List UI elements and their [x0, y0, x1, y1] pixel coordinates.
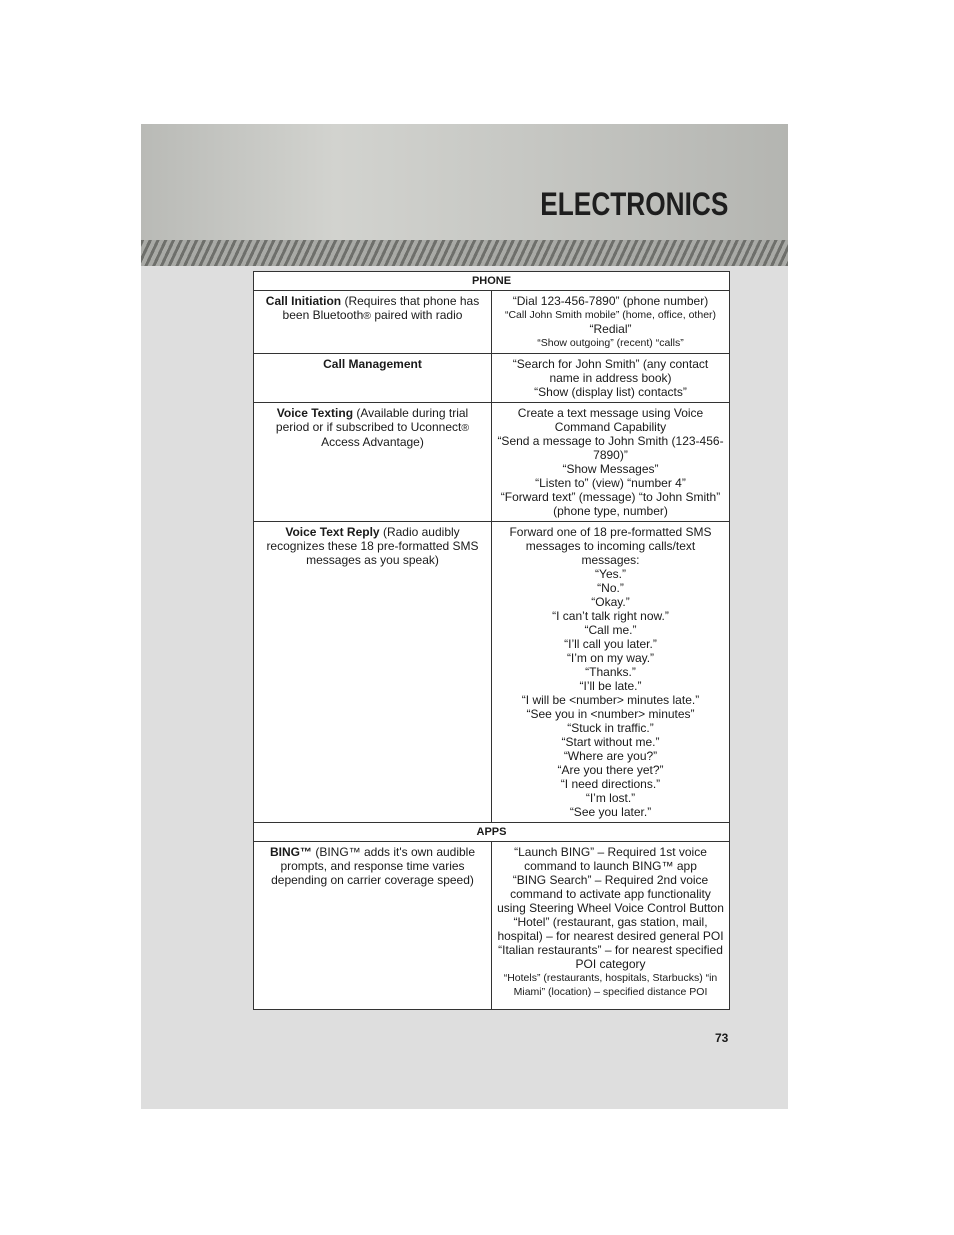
feature-cell [254, 522, 492, 823]
registered-mark: ® [363, 310, 372, 322]
feature-cell [254, 842, 492, 1010]
feature-description: (Radio audibly recognizes these 18 pre-formatted SMS messages as you speak) [266, 525, 479, 567]
command-line: “BING Search” – Required 2nd voice command to activate app functionality using Steering Wheel Voice Control Button [497, 873, 724, 915]
table-row [254, 403, 730, 522]
sms-message: “I’m on my way.” [566, 651, 655, 665]
command-line: “Hotel” (restaurant, gas station, mail, hospital) – for nearest desired general POI [497, 915, 724, 943]
sms-message: “No.” [597, 581, 624, 595]
command-line: Create a text message using Voice Command Capability [517, 406, 704, 434]
sms-message: “Call me.” [584, 623, 637, 637]
page-title: ELECTRONICS [539, 186, 728, 222]
command-cell [492, 403, 730, 522]
sms-message: “Okay.” [591, 595, 630, 609]
command-line: “Listen to” (view) “number 4” [535, 476, 686, 490]
sms-message: “I’m lost.” [585, 791, 636, 805]
command-line: “Show outgoing” (recent) “calls” [537, 337, 684, 349]
header-tread-band [141, 240, 788, 266]
table-section-row [254, 823, 730, 842]
table-row [254, 522, 730, 823]
feature-cell [254, 291, 492, 354]
feature-label: Call Initiation [265, 294, 342, 308]
sms-message: “See you in <number> minutes” [526, 707, 695, 721]
command-line: Forward one of 18 pre-formatted SMS messages to incoming calls/text messages: [509, 525, 712, 567]
command-cell [492, 522, 730, 823]
table-row [254, 842, 730, 1010]
manual-page [141, 124, 788, 1109]
sms-message: “Yes.” [595, 567, 626, 581]
feature-description: (BING™ adds it's own audible prompts, and response time varies depending on carrier coverage speed) [271, 845, 476, 887]
command-line: “Send a message to John Smith (123-456-7890)” [497, 434, 724, 462]
section-heading-apps: APPS [254, 823, 730, 842]
feature-label: Voice Text Reply [285, 525, 380, 539]
sms-message: “I’ll be late.” [579, 679, 642, 693]
section-heading-phone: PHONE [254, 272, 730, 291]
feature-description: (Requires that phone has been Bluetooth [282, 294, 480, 322]
sms-message: “I’ll call you later.” [564, 637, 657, 651]
feature-label: Voice Texting [276, 406, 354, 420]
command-line: “Hotels” (restaurants, hospitals, Starbucks) “in Miami” (location) – specified distance POI [503, 972, 718, 998]
feature-description-cont: paired with radio [371, 308, 463, 322]
section-header [141, 124, 788, 240]
sms-message: “Start without me.” [561, 735, 660, 749]
command-line: “Dial 123-456-7890” (phone number) [512, 294, 709, 308]
command-cell [492, 842, 730, 1010]
sms-message: “Thanks.” [585, 665, 636, 679]
command-cell [492, 354, 730, 403]
registered-mark: ® [461, 422, 470, 434]
command-line: “Launch BING” – Required 1st voice command to launch BING™ app [514, 845, 707, 873]
command-line: “Call John Smith mobile” (home, office, other) [504, 309, 717, 321]
command-line: “Italian restaurants” – for nearest specified POI category [498, 943, 723, 971]
table-row [254, 291, 730, 354]
feature-label: Call Management [323, 357, 422, 371]
command-line: “Forward text” (message) “to John Smith” (phone type, number) [500, 490, 721, 518]
sms-message: “I can’t talk right now.” [552, 609, 669, 623]
feature-label: BING™ [269, 845, 312, 859]
feature-description: (Available during trial period or if subscribed to Uconnect [275, 406, 469, 434]
sms-message: “Are you there yet?” [557, 763, 664, 777]
sms-message: “Where are you?” [563, 749, 658, 763]
feature-description-cont: Access Advantage) [321, 435, 424, 449]
command-line: “Search for John Smith” (any contact name in address book) [512, 357, 709, 385]
sms-message: “See you later.” [569, 805, 652, 819]
command-line: “Show (display list) contacts” [534, 385, 687, 399]
feature-cell [254, 403, 492, 522]
sms-message: “I need directions.” [560, 777, 661, 791]
sms-message: “I will be <number> minutes late.” [521, 693, 700, 707]
feature-cell [254, 354, 492, 403]
voice-command-table [253, 271, 730, 1010]
command-cell [492, 291, 730, 354]
page-number: 73 [715, 1031, 729, 1045]
command-line: “Redial” [589, 322, 632, 336]
sms-message: “Stuck in traffic.” [567, 721, 654, 735]
table-section-row [254, 272, 730, 291]
command-line: “Show Messages” [562, 462, 659, 476]
table-row [254, 354, 730, 403]
